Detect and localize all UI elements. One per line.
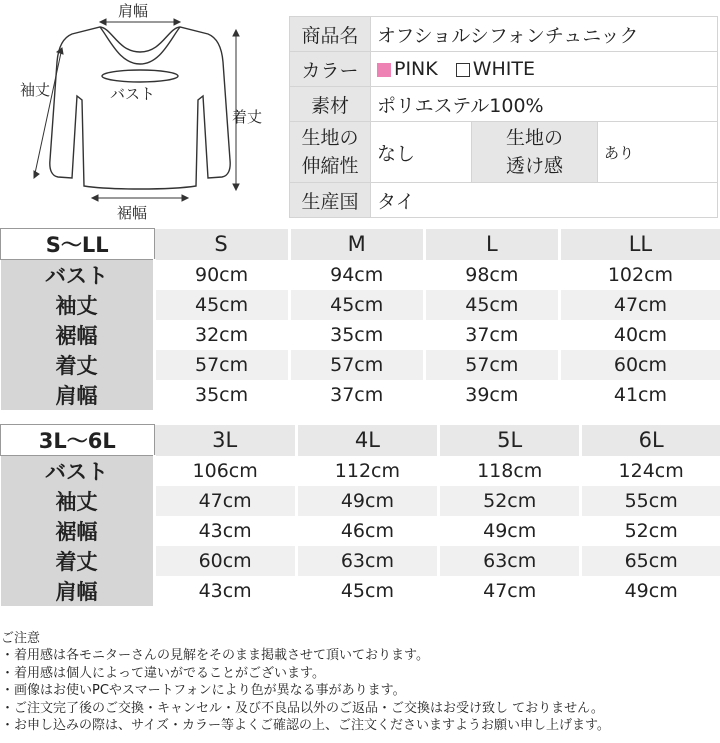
color-white: WHITE: [472, 58, 536, 80]
cell: 49cm: [624, 580, 678, 602]
cell: 37cm: [289, 380, 424, 410]
size-col: S: [154, 229, 289, 260]
size-col: L: [424, 229, 559, 260]
info-row-fabric: [290, 122, 718, 183]
notes-title: ご注意: [1, 631, 41, 646]
info-row-name: [290, 17, 718, 52]
size-group-header: S～LL: [1, 229, 155, 260]
sheer-label: [472, 122, 598, 183]
cell: 40cm: [613, 324, 667, 346]
cell: 47cm: [559, 290, 720, 320]
cell: 102cm: [607, 263, 674, 286]
cell: 49cm: [439, 516, 581, 546]
row-label: バスト: [1, 456, 155, 487]
size-col: M: [289, 229, 424, 260]
stretch-label-line2: 伸縮性: [301, 155, 359, 177]
row-label: 袖丈: [1, 290, 155, 320]
table-row: [1, 260, 720, 291]
table-row: [1, 486, 720, 516]
origin-label: 生産国: [290, 183, 371, 218]
cell: 65cm: [581, 546, 720, 576]
cell: 98cm: [424, 260, 559, 291]
table-row: [1, 290, 720, 320]
notes-section: [1, 630, 610, 734]
info-row-color: [290, 52, 718, 87]
cell: 45cm: [296, 576, 438, 606]
table-row: [1, 516, 720, 546]
row-label: バスト: [1, 260, 155, 291]
white-swatch: [456, 63, 470, 77]
table-row: [1, 350, 720, 380]
table-row: [1, 320, 720, 350]
cell: 57cm: [424, 350, 559, 380]
cell: 112cm: [296, 456, 438, 487]
row-label: 着丈: [1, 350, 155, 380]
pink-swatch: [377, 63, 391, 77]
cell: 32cm: [154, 320, 289, 350]
material-value: ポリエステル100%: [371, 87, 718, 122]
cell: 60cm: [154, 546, 296, 576]
info-row-origin: [290, 183, 718, 218]
label-length: 着丈: [232, 108, 263, 126]
color-pink: PINK: [394, 58, 438, 80]
cell: 35cm: [154, 380, 289, 410]
size-header-row: [1, 425, 720, 456]
name-label: 商品名: [290, 17, 371, 52]
cell: 94cm: [289, 260, 424, 291]
note-item: ・画像はお使いPCやスマートフォンにより色が異なる事があります。: [1, 683, 406, 699]
cell: 45cm: [154, 290, 289, 320]
label-bust: バスト: [110, 85, 156, 103]
size-table-s-ll: [0, 228, 720, 410]
size-col: 6L: [581, 425, 720, 456]
cell: 106cm: [154, 456, 296, 487]
table-row: [1, 456, 720, 487]
size-col: 5L: [439, 425, 581, 456]
sheer-value: あり: [598, 122, 718, 183]
cell: 55cm: [581, 486, 720, 516]
row-label: 袖丈: [1, 486, 155, 516]
label-hem: 裾幅: [117, 204, 148, 222]
size-group-header: 3L～6L: [1, 425, 155, 456]
cell: 49cm: [296, 486, 438, 516]
row-label: 着丈: [1, 546, 155, 576]
cell: 47cm: [439, 576, 581, 606]
cell: 57cm: [154, 350, 289, 380]
cell: 41cm: [613, 384, 667, 406]
cell: 52cm: [439, 486, 581, 516]
cell: 47cm: [154, 486, 296, 516]
cell: 118cm: [439, 456, 581, 487]
size-table-3l-6l: [0, 424, 720, 606]
row-label: 裾幅: [1, 320, 155, 350]
size-col: 3L: [154, 425, 296, 456]
cell: 39cm: [424, 380, 559, 410]
color-label: カラー: [290, 52, 371, 87]
cell: 35cm: [289, 320, 424, 350]
cell: 43cm: [154, 516, 296, 546]
cell: 57cm: [289, 350, 424, 380]
material-label: 素材: [290, 87, 371, 122]
info-row-material: [290, 87, 718, 122]
cell: 46cm: [296, 516, 438, 546]
cell: 52cm: [624, 520, 678, 542]
note-item: ・ご注文完了後のご交換・キャンセル・及び不良品以外のご返品・ご交換はお受け致し ておりません。: [1, 700, 604, 716]
size-col: 4L: [296, 425, 438, 456]
color-value: [371, 52, 718, 87]
label-shoulder: 肩幅: [118, 2, 149, 20]
note-item: ・お申し込みの際は、サイズ・カラー等よくご確認の上、ご注文くださいますようお願い申し上げます。: [1, 718, 610, 734]
note-item: ・着用感は各モニターさんの見解をそのまま掲載させて頂いております。: [1, 648, 429, 664]
name-value: オフショルシフォンチュニック: [371, 17, 718, 52]
label-sleeve: 袖丈: [20, 81, 51, 99]
size-col: LL: [559, 229, 720, 260]
table-row: [1, 380, 720, 410]
sheer-label-line2: 透け感: [505, 155, 563, 177]
cell: 63cm: [296, 546, 438, 576]
cell: 90cm: [154, 260, 289, 291]
row-label: 肩幅: [1, 380, 155, 410]
stretch-value: なし: [371, 122, 472, 183]
cell: 45cm: [289, 290, 424, 320]
cell: 45cm: [424, 290, 559, 320]
size-header-row: [1, 229, 720, 260]
row-label: 肩幅: [1, 576, 155, 606]
cell: 43cm: [154, 576, 296, 606]
garment-diagram: [0, 0, 282, 228]
origin-value: タイ: [371, 183, 718, 218]
table-row: [1, 546, 720, 576]
product-info-table: [289, 16, 718, 218]
garment-outline: [50, 27, 230, 189]
row-label: 裾幅: [1, 516, 155, 546]
cell: 63cm: [439, 546, 581, 576]
note-item: ・着用感は個人によって違いがでることがございます。: [1, 665, 325, 681]
cell: 60cm: [559, 350, 720, 380]
table-row: [1, 576, 720, 606]
cell: 124cm: [618, 459, 684, 482]
cell: 37cm: [424, 320, 559, 350]
stretch-label-line1: 生地の: [301, 127, 359, 149]
sheer-label-line1: 生地の: [505, 127, 563, 149]
stretch-label: [290, 122, 371, 183]
